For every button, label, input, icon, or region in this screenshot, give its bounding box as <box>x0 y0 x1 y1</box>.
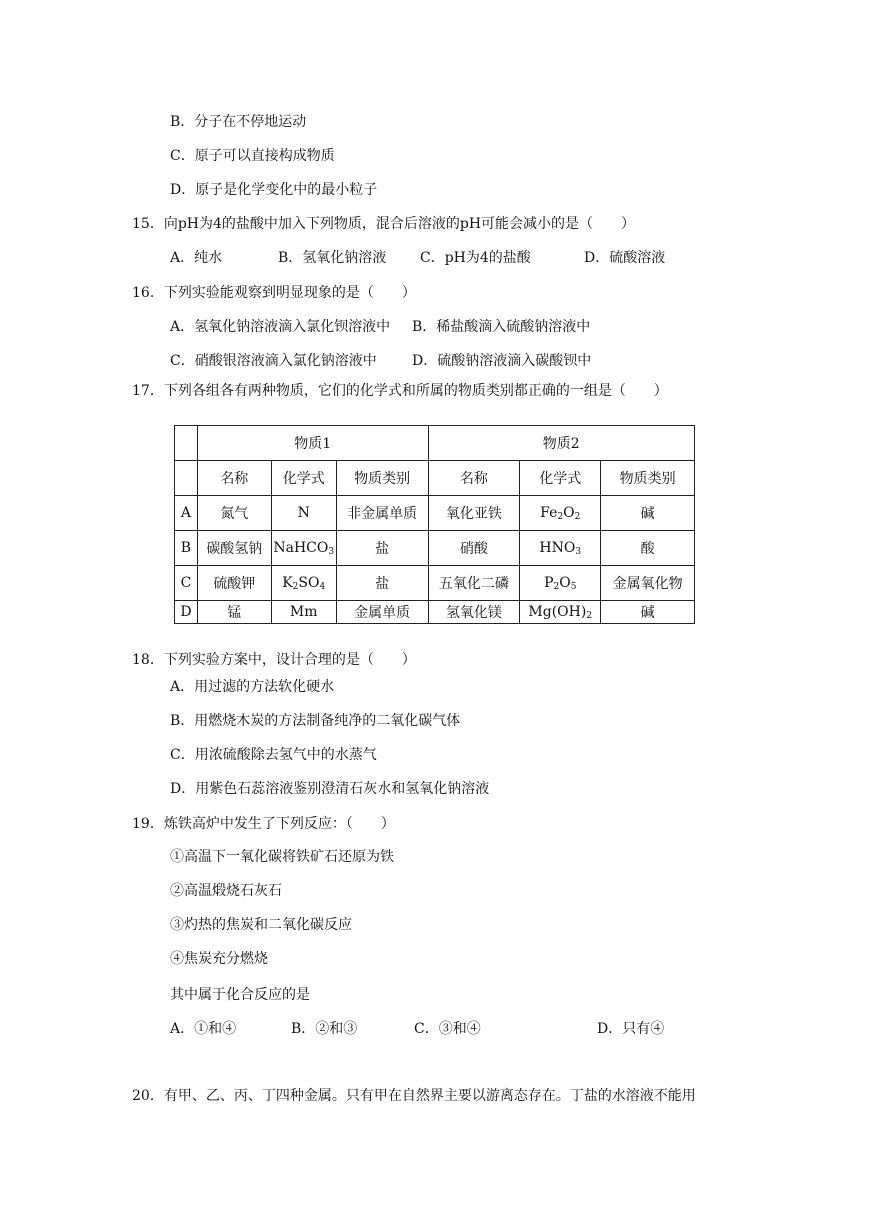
substance2-name: 五氧化二磷 <box>428 566 520 601</box>
table-corner-cell <box>175 461 198 496</box>
substance2-formula: $Mg(OH)_2$ <box>520 601 601 624</box>
q15-option-c: C．pH为4的盐酸 <box>420 250 531 266</box>
substance1-name: 硫酸钾 <box>197 566 271 601</box>
q16-option-a: A．氢氧化钠溶液滴入氯化钡溶液中 <box>170 319 391 335</box>
table-row <box>175 531 695 566</box>
q17-substance-table <box>174 425 695 624</box>
q18-option-b: B．用燃烧木炭的方法制备纯净的二氧化碳气体 <box>170 713 461 729</box>
q19-item-2: ②高温煅烧石灰石 <box>170 883 282 899</box>
q17-stem: 17．下列各组各有两种物质，它们的化学式和所属的物质类别都正确的一组是（ ） <box>132 383 668 399</box>
q16-stem: 16．下列实验能观察到明显现象的是（ ） <box>132 285 416 301</box>
substance1-class: 盐 <box>336 566 428 601</box>
q19-item-4: ④焦炭充分燃烧 <box>170 951 268 967</box>
substance1-class: 金属单质 <box>336 601 428 624</box>
col-formula-1: 化学式 <box>271 461 336 496</box>
col-formula-2: 化学式 <box>520 461 601 496</box>
q18-option-c: C．用浓硫酸除去氢气中的水蒸气 <box>170 747 377 763</box>
row-label: C <box>175 566 198 601</box>
q16-option-d: D．硫酸钠溶液滴入碳酸钡中 <box>412 353 592 369</box>
q15-options <box>0 248 869 268</box>
row-label: D <box>175 601 198 624</box>
q14-option-b: B．分子在不停地运动 <box>170 114 307 130</box>
q19-options <box>0 1019 869 1039</box>
q16-options-row1 <box>0 317 869 337</box>
q19-option-d: D．只有④ <box>597 1021 665 1037</box>
substance2-formula: $HNO_3$ <box>520 531 601 566</box>
table-group2-header: 物质2 <box>428 426 694 461</box>
substance1-formula: NaHCO$_3$ <box>271 531 336 566</box>
substance2-name: 氢氧化镁 <box>428 601 520 624</box>
table-row <box>175 566 695 601</box>
substance1-name: 氮气 <box>197 496 271 531</box>
q19-ask: 其中属于化合反应的是 <box>170 987 310 1003</box>
q14-option-c: C．原子可以直接构成物质 <box>170 148 335 164</box>
substance1-formula: Mm <box>271 601 336 624</box>
substance1-formula: N <box>271 496 336 531</box>
q18-option-a: A．用过滤的方法软化硬水 <box>170 679 335 695</box>
substance2-class: 碱 <box>601 496 695 531</box>
substance1-name: 碳酸氢钠 <box>197 531 271 566</box>
col-class-2: 物质类别 <box>601 461 695 496</box>
q16-option-b: B．稀盐酸滴入硫酸钠溶液中 <box>412 319 591 335</box>
substance2-formula: $Fe_2O_2$ <box>520 496 601 531</box>
q19-stem: 19．炼铁高炉中发生了下列反应：（ ） <box>132 816 395 832</box>
substance2-class: 碱 <box>601 601 695 624</box>
q15-stem: 15．向pH为4的盐酸中加入下列物质，混合后溶液的pH可能会减小的是（ ） <box>132 216 636 232</box>
q19-option-b: B．②和③ <box>291 1021 358 1037</box>
row-label: B <box>175 531 198 566</box>
col-name-1: 名称 <box>197 461 271 496</box>
q18-stem: 18．下列实验方案中，设计合理的是（ ） <box>132 652 416 668</box>
table-row <box>175 496 695 531</box>
q18-option-d: D．用紫色石蕊溶液鉴别澄清石灰水和氢氧化钠溶液 <box>170 781 490 797</box>
q20-stem: 20．有甲、乙、丙、丁四种金属。只有甲在自然界主要以游离态存在。丁盐的水溶液不能用 <box>132 1088 696 1104</box>
q15-option-d: D．硫酸溶液 <box>584 250 666 266</box>
row-label: A <box>175 496 198 531</box>
q19-item-3: ③灼热的焦炭和二氧化碳反应 <box>170 917 352 933</box>
substance1-class: 非金属单质 <box>336 496 428 531</box>
substance2-name: 硝酸 <box>428 531 520 566</box>
q15-option-b: B．氢氧化钠溶液 <box>278 250 387 266</box>
substance2-formula: $P_2O_5$ <box>520 566 601 601</box>
col-class-1: 物质类别 <box>336 461 428 496</box>
q16-option-c: C．硝酸银溶液滴入氯化钠溶液中 <box>170 353 377 369</box>
substance2-name: 氧化亚铁 <box>428 496 520 531</box>
substance1-name: 锰 <box>197 601 271 624</box>
q19-item-1: ①高温下一氧化碳将铁矿石还原为铁 <box>170 849 394 865</box>
substance2-class: 金属氧化物 <box>601 566 695 601</box>
table-row <box>175 601 695 624</box>
q14-option-d: D．原子是化学变化中的最小粒子 <box>170 182 378 198</box>
table-group-header-row <box>175 426 695 461</box>
table-group1-header: 物质1 <box>197 426 428 461</box>
substance1-formula: $K_2SO_4$ <box>271 566 336 601</box>
table-column-header-row <box>175 461 695 496</box>
q19-option-c: C．③和④ <box>414 1021 481 1037</box>
q15-option-a: A．纯水 <box>170 250 223 266</box>
q19-option-a: A．①和④ <box>170 1021 237 1037</box>
substance1-class: 盐 <box>336 531 428 566</box>
substance2-class: 酸 <box>601 531 695 566</box>
col-name-2: 名称 <box>428 461 520 496</box>
q16-options-row2 <box>0 351 869 371</box>
table-corner-cell <box>175 426 198 461</box>
